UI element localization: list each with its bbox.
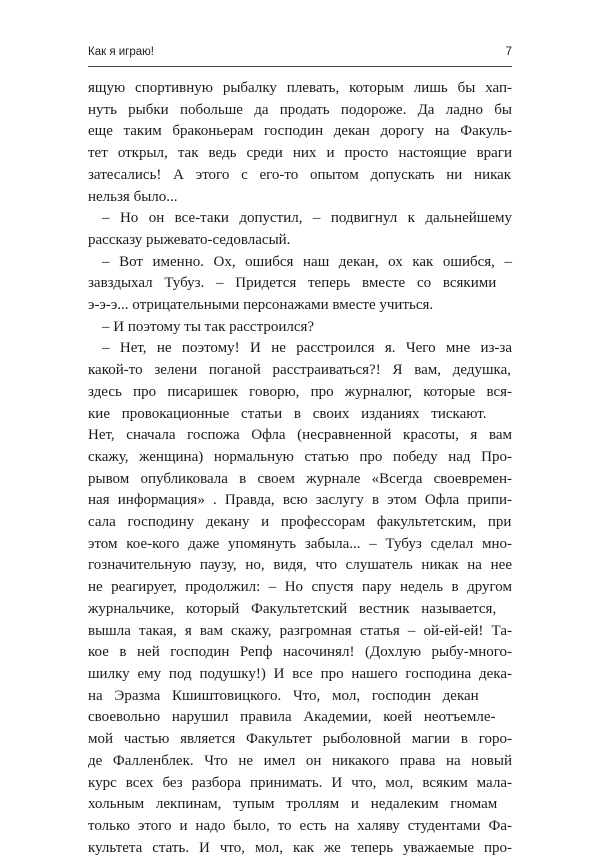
text-line: ная информация» . Правда, всю заслугу в этом Офла припи- [88, 492, 512, 509]
text-line: рывом опубликовала в своем журнале «Всегда своевремен- [88, 470, 512, 487]
text-line: культета стать. И что, мол, как же теперь уважаемые про- [88, 839, 512, 856]
text-line: курс всех без разбора принимать. И что, мол, всяким мала- [88, 774, 512, 791]
running-head [88, 46, 512, 58]
text-line: э-э-э... отрицательными персонажами вместе учиться. [88, 297, 434, 314]
text-line: – И поэтому ты так расстроился? [102, 318, 315, 335]
text-line: на Эразма Кшиштовицкого. Что, мол, господин декан [88, 687, 479, 704]
text-line: завздыхал Тубуз. – Придется теперь вместе со всякими [88, 275, 497, 292]
text-line: какой-то зелени поганой расстраиваться?! Я вам, дедушка, [88, 362, 511, 379]
body-text [88, 78, 512, 859]
text-line: мой частью является Факультет рыболовной магии в горо- [88, 731, 512, 748]
text-line: сала господину декану и профессорам факультетским, при [88, 514, 512, 531]
text-line: шилку ему под подушку!) И все про нашего господина дека- [88, 665, 512, 682]
text-line: затесались! А этого с его-то опытом допускать ни никак [88, 166, 512, 183]
text-line: ящую спортивную рыбалку плевать, которым лишь бы хап- [88, 80, 512, 96]
page-number: 7 [505, 46, 512, 58]
text-line: рассказу рыжевато-седовласый. [88, 231, 291, 248]
text-line: своевольно нарушил правила Академии, коей неотъемле- [88, 709, 496, 726]
text-line: гозначительную паузу, но, видя, что слушатель никак на нее [88, 557, 512, 574]
text-line: только этого и надо было, то есть на халяву студентами Фа- [88, 817, 512, 834]
text-line: де Фалленблек. Что не имел он никакого права на новый [88, 752, 512, 769]
text-line: – Вот именно. Ох, ошибся наш декан, ох как ошибся, – [102, 253, 512, 270]
text-line: здесь про писаришек говорю, про журналюг, которые вся- [88, 383, 512, 400]
text-line: кое в ней господин Репф насочинял! (Дохлую рыбу-много- [88, 644, 512, 661]
text-line: хольным лекпинам, тупым троллям и недалеким гномам [88, 796, 498, 813]
text-line: скажу, женщина) нормальную статью про победу над Про- [88, 448, 512, 465]
text-line: вышла такая, я вам скажу, разгромная статья – ой-ей-ей! Та- [88, 622, 512, 639]
text-line: еще таким браконьерам господин декан дорогу на Факуль- [88, 123, 512, 140]
text-line: этом кое-кого даже упомянуть забыла... – Тубуз сделал мно- [88, 535, 512, 552]
text-line: кие провокационные статьи в своих изданиях тискают. [88, 405, 487, 422]
book-title: Как я играю! [88, 46, 154, 58]
text-line: – Но он все-таки допустил, – подвигнул к дальнейшему [102, 210, 512, 227]
text-line: журнальчике, который Факультетский вестник называется, [88, 600, 497, 617]
header-rule [88, 66, 512, 67]
text-line: нельзя было... [88, 188, 178, 205]
text-line: нуть рыбки побольше да продать подороже. Да ладно бы [88, 101, 512, 118]
text-line: Нет, сначала госпожа Офла (несравненной красоты, я вам [88, 427, 512, 444]
text-line: – Нет, не поэтому! И не расстроился я. Чего мне из-за [102, 340, 512, 357]
text-line: тет открыл, так ведь среди них и просто настоящие враги [88, 145, 512, 162]
text-line: не реагирует, продолжил: – Но спустя пару недель в другом [88, 579, 512, 596]
